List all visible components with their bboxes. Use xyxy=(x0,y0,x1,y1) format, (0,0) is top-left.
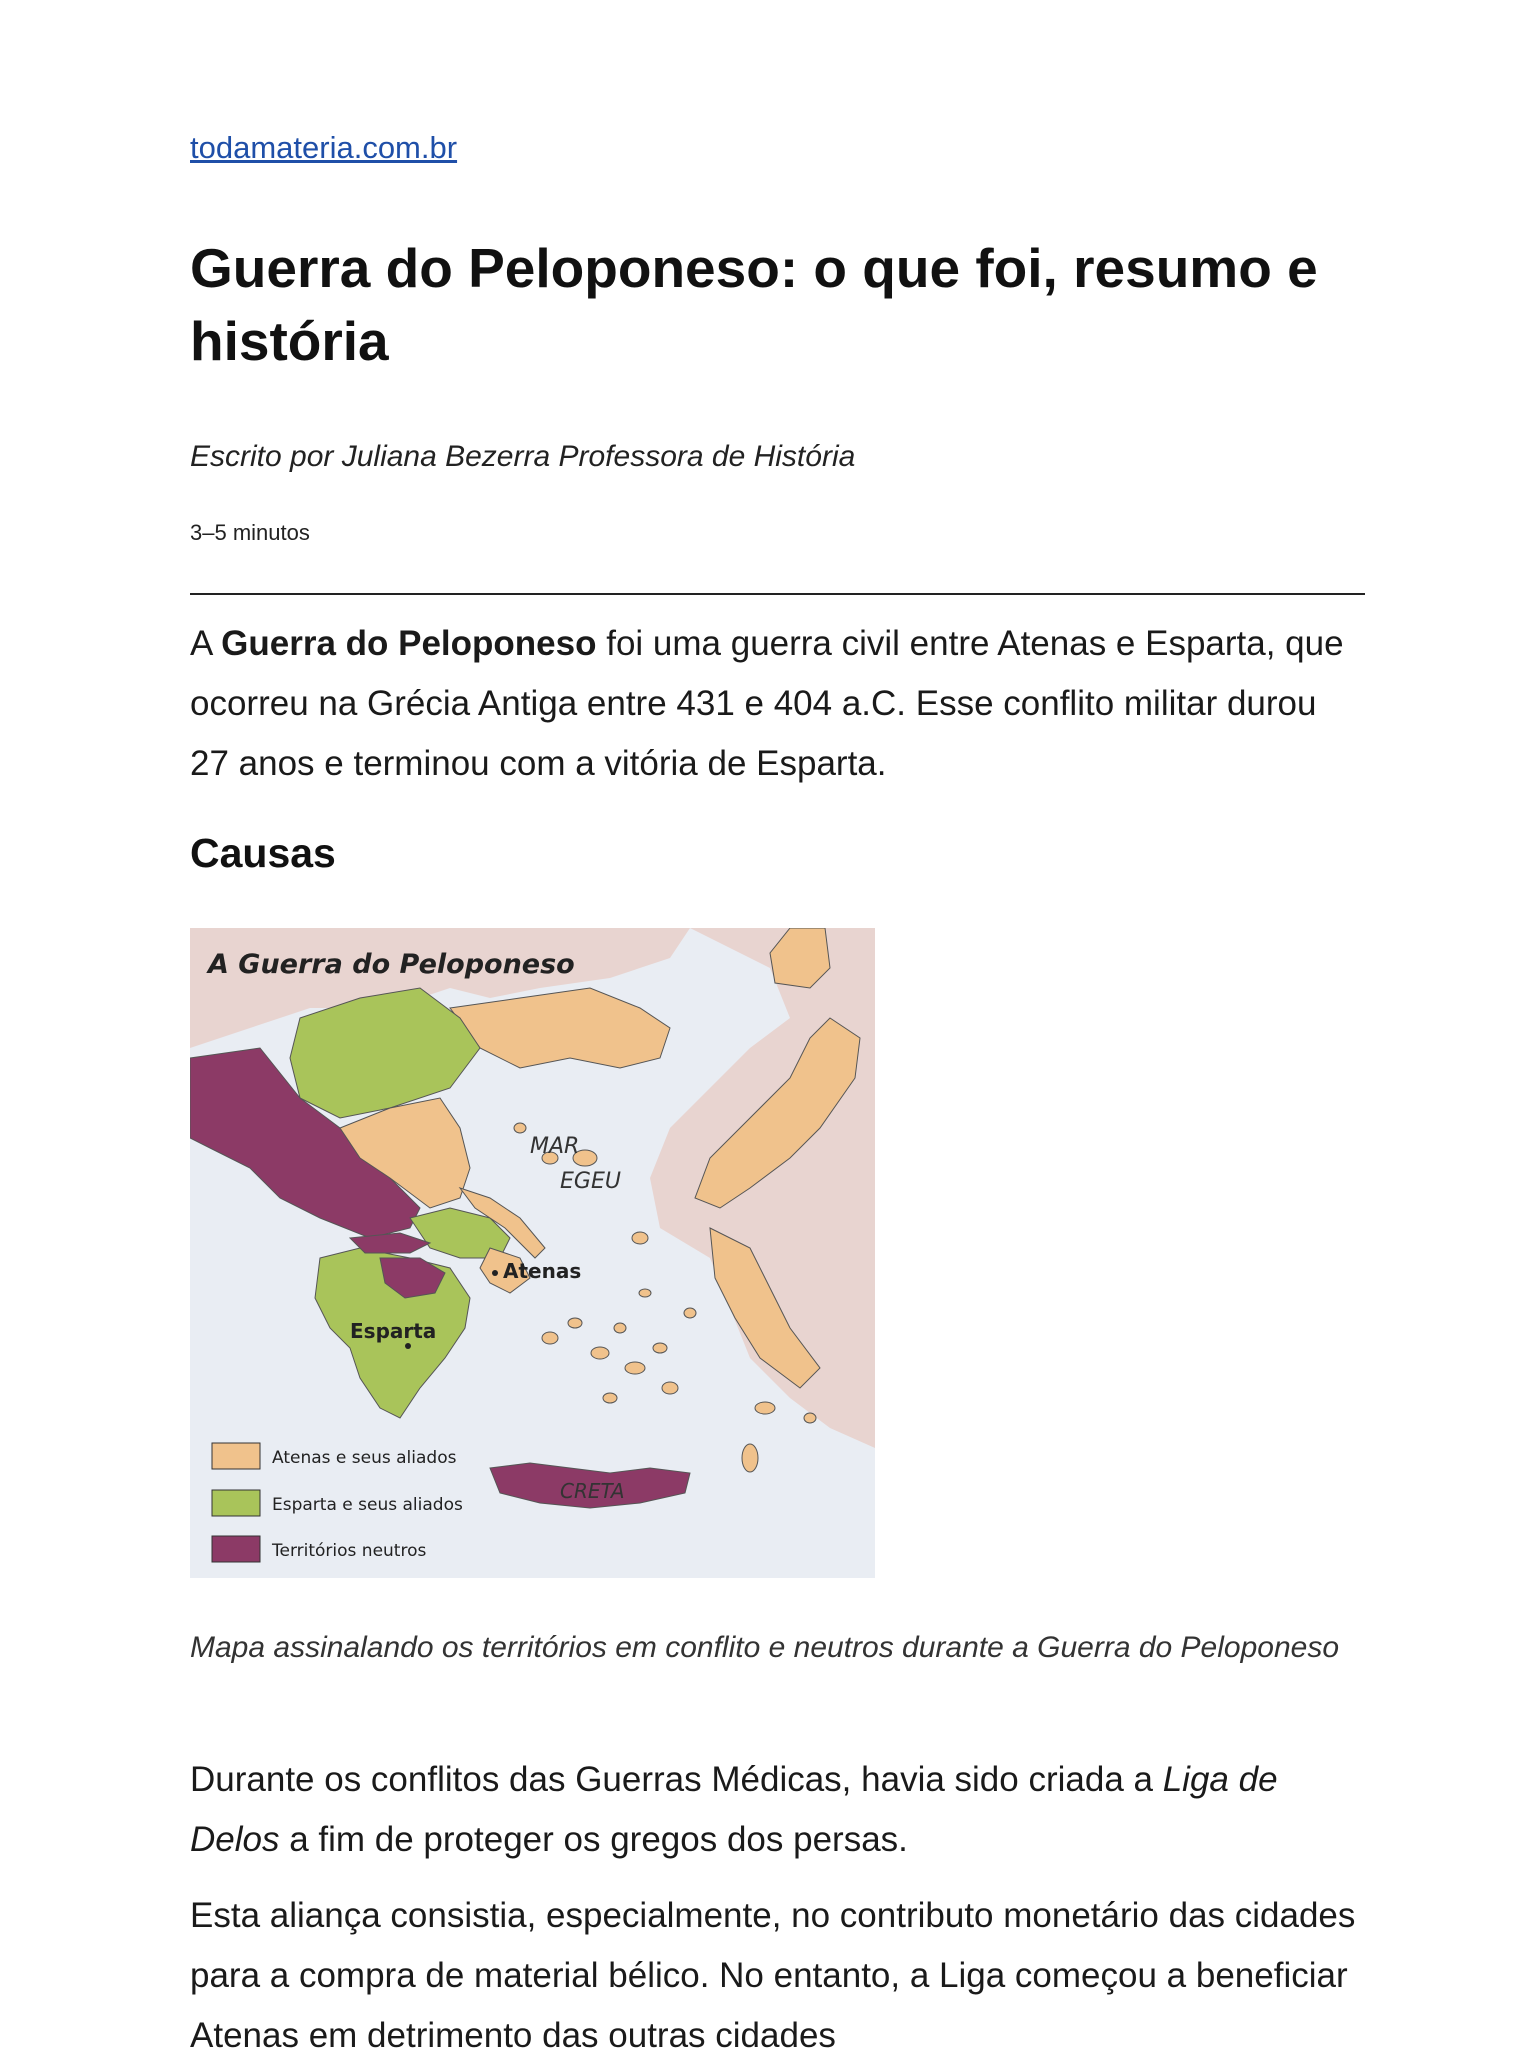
map-city-athens: Atenas xyxy=(503,1259,582,1283)
section-heading: Causas xyxy=(190,830,336,876)
author-byline: Escrito por Juliana Bezerra Professora de História xyxy=(190,440,856,473)
map-island-crete: CRETA xyxy=(560,1479,625,1503)
map-title: A Guerra do Peloponeso xyxy=(208,949,575,980)
intro-paragraph xyxy=(190,614,1365,794)
para2-text-after: a fim de proteger os gregos dos persas. xyxy=(279,1820,908,1859)
article-title: Guerra do Peloponeso: o que foi, resumo e história xyxy=(190,237,1318,372)
divider xyxy=(190,593,1365,595)
map-athens-marker xyxy=(492,1270,498,1276)
legend-swatch-sparta xyxy=(212,1490,260,1516)
map-sea-label-line1: MAR xyxy=(530,1134,580,1159)
map-legend xyxy=(212,1443,463,1562)
map-sparta-marker xyxy=(405,1343,411,1349)
intro-bold-term: Guerra do Peloponeso xyxy=(221,624,597,663)
map-caption: Mapa assinalando os territórios em conflito e neutros durante a Guerra do Peloponeso xyxy=(190,1631,1340,1664)
map-figure xyxy=(190,928,875,1578)
legend-swatch-neutral xyxy=(212,1536,260,1562)
legend-label-sparta: Esparta e seus aliados xyxy=(272,1495,463,1515)
map-sea-label-line2: EGEU xyxy=(560,1169,621,1194)
source-link[interactable]: todamateria.com.br xyxy=(190,130,458,165)
intro-text-after: foi uma guerra civil entre Atenas e Esparta, que ocorreu na Grécia Antiga entre 431 e 404 a.C. Esse conflito militar durou 27 anos e terminou com a vitória de Esparta. xyxy=(190,624,1344,783)
legend-swatch-athens xyxy=(212,1443,260,1469)
paragraph-liga-de-delos xyxy=(190,1750,1365,1870)
paragraph-alianca: Esta aliança consistia, especialmente, no contributo monetário das cidades para a compra de material bélico. No entanto, a Liga começou a beneficiar Atenas em detrimento das outras cidades xyxy=(190,1896,1356,2055)
para2-text-before: Durante os conflitos das Guerras Médicas, havia sido criada a xyxy=(190,1760,1163,1799)
read-time: 3–5 minutos xyxy=(190,520,310,545)
map-city-sparta: Esparta xyxy=(350,1319,437,1343)
legend-label-athens: Atenas e seus aliados xyxy=(272,1448,457,1468)
intro-text-before: A xyxy=(190,624,222,663)
para2-italic-term: Liga de Delos xyxy=(190,1760,1278,1859)
legend-label-neutral: Territórios neutros xyxy=(272,1541,427,1561)
